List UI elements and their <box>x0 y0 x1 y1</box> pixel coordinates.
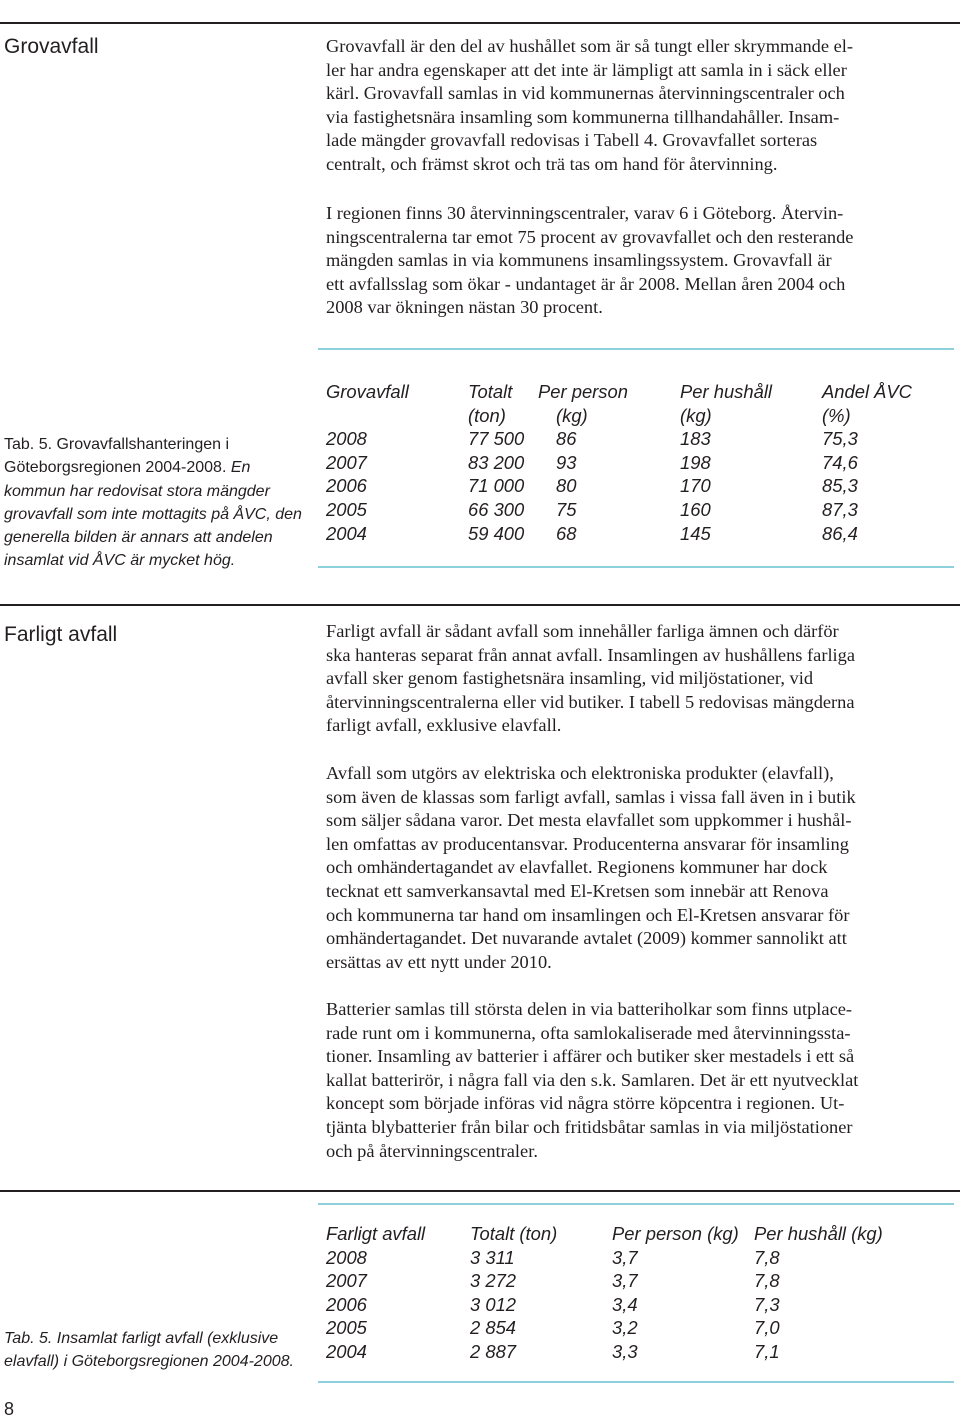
section-heading-grovavfall: Grovavfall <box>4 35 99 58</box>
table-cell: 2008 <box>326 1246 367 1268</box>
table-cell: 68 <box>556 522 577 544</box>
table-cell: 2004 <box>326 522 367 544</box>
table-5-bottom-line <box>318 1381 954 1383</box>
farligt-paragraph-2 <box>326 762 954 974</box>
header-cell: Farligt avfall <box>326 1223 426 1244</box>
table-cell: 74,6 <box>822 451 858 473</box>
text-line: återvinningscentralerna eller vid butiker. I tabell 5 redovisas mängderna <box>326 691 855 712</box>
section-divider-rule <box>0 604 960 606</box>
header-cell: (%) <box>822 404 851 426</box>
table-cell: 170 <box>680 475 711 497</box>
text-line: omhändertagandet. Det nuvarande avtalet (2009) kommer sannolikt att <box>326 928 847 949</box>
table-cell: 59 400 <box>468 522 525 544</box>
table-cell: 75,3 <box>822 428 858 450</box>
text-line: centralt, och främst skrot och trä tas om hand för återvinning. <box>326 153 778 174</box>
table-cell: 87,3 <box>822 498 858 520</box>
table-cell: 2006 <box>326 475 367 497</box>
table-cell: 7,1 <box>754 1340 780 1362</box>
text-line: Batterier samlas till största delen in via batteriholkar som finns utplace- <box>326 999 853 1019</box>
page-number: 8 <box>4 1399 15 1419</box>
header-cell: Per person (kg) <box>612 1223 739 1244</box>
section-top-rule <box>0 22 960 24</box>
header-cell: (ton) <box>468 404 506 426</box>
text-line: koncept som började införas vid några större köpcentra i regionen. Ut- <box>326 1093 845 1114</box>
table-cell: 86 <box>556 428 577 450</box>
text-line: Grovavfall är den del av hushållet som är så tungt eller skrymmande el- <box>326 36 854 56</box>
text-line: len omfattas av producentansvar. Producenterna ansvarar för insamling <box>326 833 849 854</box>
text-line: farligt avfall, exklusive elavfall. <box>326 715 562 736</box>
table-cell: 183 <box>680 428 711 450</box>
table-cell: 71 000 <box>468 475 525 497</box>
table-cell: 85,3 <box>822 475 858 497</box>
text-line: ersättas av ett nytt under 2010. <box>326 951 552 972</box>
text-line: som säljer sådana varor. Det mesta elavfallet som uppkommer i hushål- <box>326 810 852 831</box>
caption-lead: Tab. 5. Grovavfallshanteringen i Göteborgsregionen 2004-2008. <box>4 436 230 477</box>
text-line: ska hanteras separat från annat avfall. Insamlingen av hushållens farliga <box>326 644 856 665</box>
table-cell: 77 500 <box>468 428 525 450</box>
table-cell: 7,0 <box>754 1317 780 1339</box>
grovavfall-paragraph-1 <box>326 35 954 177</box>
text-line: lade mängder grovavfall redovisas i Tabell 4. Grovavfallet sorteras <box>326 130 818 151</box>
table-cell: 2005 <box>326 1317 367 1339</box>
table-cell: 3,2 <box>612 1317 638 1339</box>
table-cell: 7,3 <box>754 1293 780 1315</box>
header-cell: Per hushåll (kg) <box>754 1223 883 1244</box>
text-line: och på återvinningscentraler. <box>326 1140 538 1161</box>
header-cell: Totalt <box>468 381 513 402</box>
table-cell: 145 <box>680 522 711 544</box>
text-line: via fastighetsnära insamling som kommunerna tillhandahåller. Insam- <box>326 106 840 127</box>
table-cell: 66 300 <box>468 498 525 520</box>
text-line: tjänta blybatterier från bilar och fritidsbåtar samlas in via miljöstationer <box>326 1116 853 1137</box>
text-line: Farligt avfall är sådant avfall som innehåller farliga ämnen och därför <box>326 621 839 641</box>
text-line: och omhändertagandet av elavfallet. Regionens kommuner har dock <box>326 857 828 878</box>
table-cell: 3,3 <box>612 1340 638 1362</box>
text-line: rade runt om i kommunerna, ofta samlokaliserade med återvinningssta- <box>326 1022 851 1043</box>
table-4-caption <box>4 433 304 573</box>
table-cell: 198 <box>680 451 711 473</box>
table-cell: 3,4 <box>612 1293 638 1315</box>
header-cell: Totalt (ton) <box>470 1223 558 1244</box>
table-cell: 80 <box>556 475 577 497</box>
text-line: I regionen finns 30 återvinningscentraler, varav 6 i Göteborg. Återvin- <box>326 203 844 223</box>
table-cell: 2004 <box>326 1340 367 1362</box>
farligt-paragraph-1 <box>326 620 954 738</box>
header-cell: (kg) <box>556 404 588 426</box>
text-line: ett avfallsslag som ökar - undantaget är år 2008. Mellan åren 2004 och <box>326 273 846 294</box>
text-line: avfall sker genom fastighetsnära insamling, vid miljöstationer, vid <box>326 668 814 689</box>
header-cell: Andel ÅVC <box>822 381 912 402</box>
text-line: 2008 var ökningen nästan 30 procent. <box>326 297 603 318</box>
header-cell: Per person <box>538 381 628 402</box>
text-line: mängden samlas in via kommunens insamlingssystem. Grovavfall är <box>326 250 832 271</box>
text-line: tioner. Insamling av batterier i affärer och butiker sker mestadels i ett så <box>326 1046 855 1067</box>
header-cell: Grovavfall <box>326 381 409 402</box>
table-cell: 2005 <box>326 498 367 520</box>
text-line: ningscentralerna tar emot 75 procent av grovavfallet och den resterande <box>326 226 854 247</box>
text-line: kärl. Grovavfall samlas in vid kommunernas återvinningscentraler och <box>326 83 845 104</box>
table-cell: 3 311 <box>470 1246 515 1268</box>
table-cell: 3,7 <box>612 1270 638 1292</box>
table-cell: 3,7 <box>612 1246 638 1268</box>
text-line: ler har andra egenskaper att det inte är lämpligt att samla in i säck eller <box>326 59 847 80</box>
table-4-top-line <box>318 348 954 350</box>
header-cell: (kg) <box>680 404 712 426</box>
table-cell: 7,8 <box>754 1246 780 1268</box>
table-cell: 83 200 <box>468 451 525 473</box>
table-cell: 7,8 <box>754 1270 780 1292</box>
table-cell: 2008 <box>326 428 367 450</box>
text-line: och kommunerna tar hand om insamlingen och El-Kretsen ansvarar för <box>326 904 850 925</box>
section-bottom-rule <box>0 1190 960 1192</box>
text-line: kallat batterirör, i några fall via den s.k. Samlaren. Det är ett nyutvecklat <box>326 1069 859 1090</box>
caption-text: En kommun har redovisat stora mängder grovavfall som inte mottagits på ÅVC, den generella bilden är annars att andelen insamlat vid ÅVC är mycket hög. <box>4 459 302 570</box>
text-line: Avfall som utgörs av elektriska och elektroniska produkter (elavfall), <box>326 763 834 783</box>
table-cell: 2006 <box>326 1293 367 1315</box>
table-cell: 160 <box>680 498 711 520</box>
table-cell: 3 272 <box>470 1270 517 1292</box>
table-cell: 86,4 <box>822 522 858 544</box>
table-5-caption: Tab. 5. Insamlat farligt avfall (exklusive elavfall) i Göteborgsregionen 2004-2008. <box>4 1330 294 1371</box>
grovavfall-paragraph-2 <box>326 202 954 320</box>
table-cell: 2007 <box>326 1270 367 1292</box>
table-cell: 2 887 <box>470 1340 517 1362</box>
section-heading-farligt-avfall: Farligt avfall <box>4 623 118 646</box>
text-line: som även de klassas som farligt avfall, samlas i vissa fall även in i butik <box>326 786 856 807</box>
text-line: tecknat ett samverkansavtal med El-Kretsen som innebär att Renova <box>326 880 829 901</box>
table-4-bottom-line <box>318 566 954 568</box>
farligt-paragraph-3 <box>326 998 954 1163</box>
header-cell: Per hushåll <box>680 381 773 402</box>
table-cell: 75 <box>556 498 577 520</box>
table-cell: 2 854 <box>470 1317 517 1339</box>
table-cell: 3 012 <box>470 1293 517 1315</box>
table-cell: 2007 <box>326 451 367 473</box>
table-cell: 93 <box>556 451 577 473</box>
table-5-top-line <box>318 1203 954 1205</box>
